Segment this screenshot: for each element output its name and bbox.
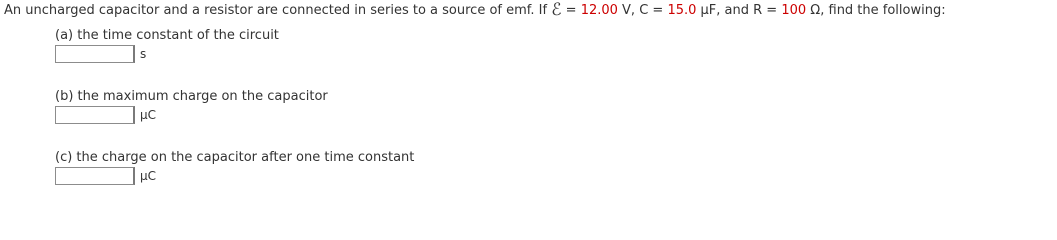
problem-statement (4, 0, 946, 20)
emf-value: 12.00 (580, 3, 618, 18)
part-a-unit: s (140, 47, 147, 61)
part-a-label: (a) the time constant of the circuit (55, 28, 279, 43)
part-c-label: (c) the charge on the capacitor after one time constant (55, 150, 415, 165)
emf-symbol: ℰ (551, 0, 562, 20)
part-c-answer-row (55, 167, 414, 185)
resistance-unit: Ω (806, 3, 821, 18)
part-a-answer-row (55, 45, 279, 63)
time-constant-input[interactable] (55, 45, 135, 63)
resistance-value: 100 (781, 3, 807, 18)
emf-unit: V, C = (617, 3, 668, 18)
max-charge-input[interactable] (55, 106, 135, 124)
part-c (55, 150, 414, 185)
part-c-unit: µC (140, 169, 157, 183)
emf-equals: = (561, 3, 581, 18)
problem-outro: , find the following: (820, 3, 946, 18)
problem-intro: An uncharged capacitor and a resistor are connected in series to a source of emf. If (4, 3, 552, 18)
part-b-unit: µC (140, 108, 157, 122)
part-b (55, 89, 328, 124)
capacitance-value: 15.0 (667, 3, 697, 18)
capacitance-unit: µF, and R = (696, 3, 782, 18)
part-b-label: (b) the maximum charge on the capacitor (55, 89, 328, 104)
part-a (55, 28, 279, 63)
part-b-answer-row (55, 106, 328, 124)
charge-after-tau-input[interactable] (55, 167, 135, 185)
